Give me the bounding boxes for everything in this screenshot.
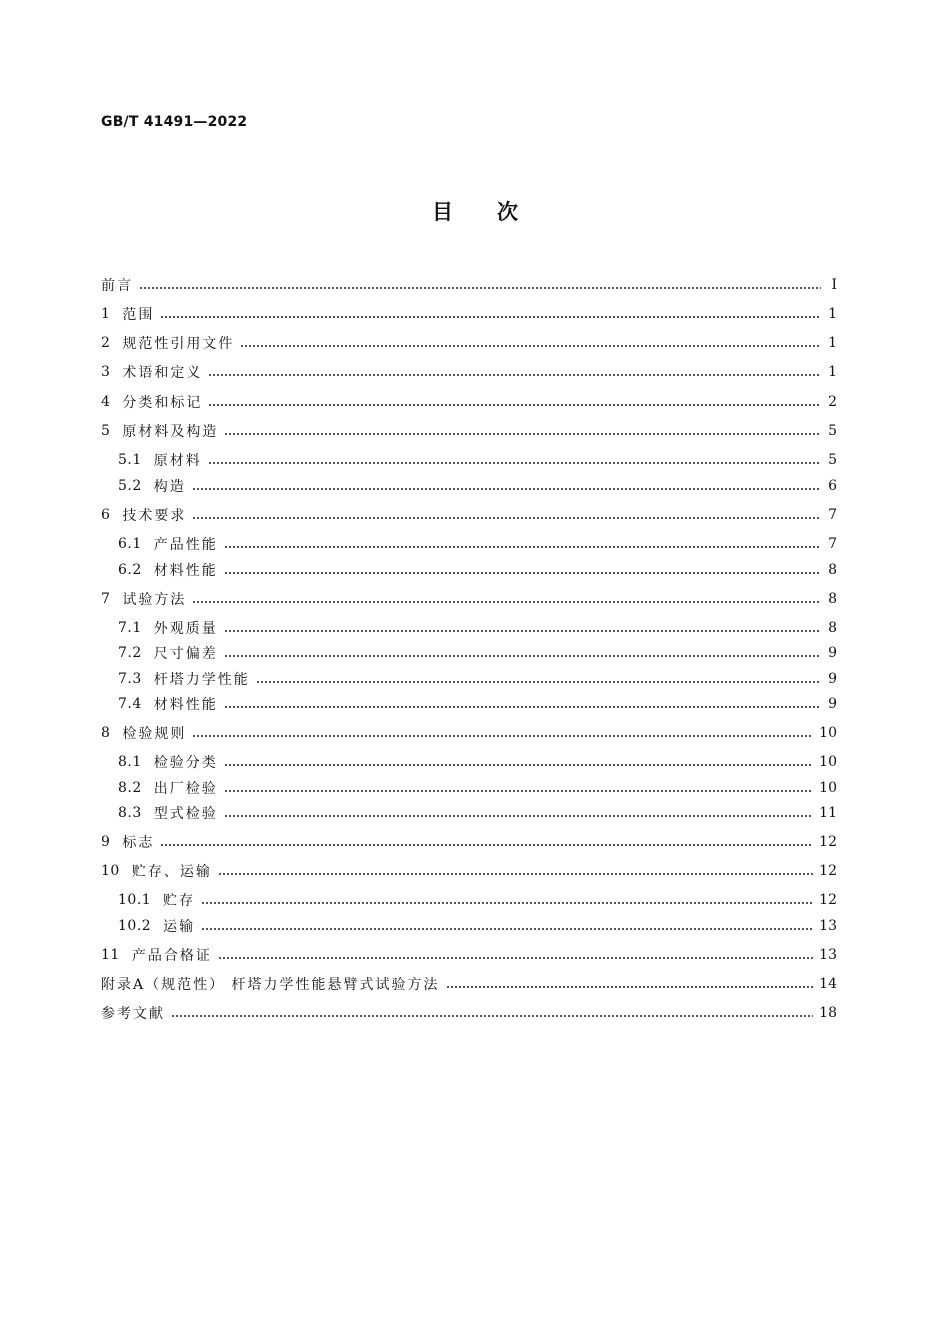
page-title: 目次 xyxy=(432,200,562,224)
dot-leader xyxy=(192,601,821,603)
toc-entry[interactable] xyxy=(118,533,837,555)
toc-entry-number: 10.2 xyxy=(118,918,152,934)
toc-entry-label: 材料性能 xyxy=(153,563,218,579)
dot-leader xyxy=(224,764,813,766)
toc-entry-label: 检验规则 xyxy=(122,726,187,742)
toc-entry[interactable] xyxy=(101,391,837,413)
toc-entry-label: 参考文献 xyxy=(101,1006,165,1022)
toc-entry[interactable] xyxy=(101,332,837,354)
dot-leader xyxy=(224,706,821,708)
toc-entry[interactable] xyxy=(101,860,837,882)
toc-entry-label: 贮存 xyxy=(163,893,196,909)
toc-entry-page: 9 xyxy=(828,645,837,661)
toc-entry-page: 1 xyxy=(828,306,837,322)
toc-entry-label: 术语和定义 xyxy=(122,365,203,381)
toc-entry-label: 标志 xyxy=(122,835,155,851)
toc-entry-label: 外观质量 xyxy=(153,621,218,637)
toc-entry-page: 9 xyxy=(828,696,837,712)
toc-entry[interactable] xyxy=(101,944,837,966)
toc-entry-page: 8 xyxy=(828,591,837,607)
toc-entry[interactable] xyxy=(118,668,837,690)
dot-leader xyxy=(224,433,821,435)
toc-entry[interactable] xyxy=(118,802,837,824)
dot-leader xyxy=(256,681,821,683)
toc-entry-page: 13 xyxy=(819,918,837,934)
toc-entry[interactable] xyxy=(101,361,837,383)
toc-entry-label: 原材料及构造 xyxy=(122,424,219,440)
dot-leader xyxy=(171,1015,813,1017)
dot-leader xyxy=(160,316,821,318)
dot-leader xyxy=(201,902,813,904)
toc-entry[interactable] xyxy=(118,915,837,937)
toc-entry-page: Ⅰ xyxy=(831,277,837,293)
toc-entry-number: 7.3 xyxy=(118,671,142,687)
toc-entry-page: 18 xyxy=(819,1005,837,1021)
toc-entry[interactable] xyxy=(101,1002,837,1024)
toc-entry-number: 2 xyxy=(101,335,111,351)
toc-entry-number: 5.1 xyxy=(118,452,142,468)
toc-entry[interactable] xyxy=(101,722,837,744)
toc-entry-page: 7 xyxy=(828,536,837,552)
toc-entry-page: 8 xyxy=(828,620,837,636)
toc-entry[interactable] xyxy=(118,449,837,471)
toc-entry-label: 构造 xyxy=(153,479,186,495)
toc-entry-page: 7 xyxy=(828,507,837,523)
toc-entry-page: 1 xyxy=(828,364,837,380)
toc-entry-page: 1 xyxy=(828,335,837,351)
dot-leader xyxy=(192,488,821,490)
dot-leader xyxy=(160,844,813,846)
toc-entry-number: 5 xyxy=(101,423,111,439)
dot-leader xyxy=(192,735,813,737)
toc-entry-page: 13 xyxy=(819,947,837,963)
toc-entry-page: 12 xyxy=(819,863,837,879)
toc-entry-number: 1 xyxy=(101,306,111,322)
toc-entry-number: 7.4 xyxy=(118,696,142,712)
toc-entry-label: 出厂检验 xyxy=(153,781,218,797)
dot-leader xyxy=(224,572,821,574)
toc-entry-label: 运输 xyxy=(163,919,196,935)
toc-entry-label: 产品合格证 xyxy=(131,948,212,964)
toc-entry-label: 杆塔力学性能 xyxy=(153,672,250,688)
toc-entry-label: 材料性能 xyxy=(153,697,218,713)
dot-leader xyxy=(208,404,821,406)
toc-entry-label: 原材料 xyxy=(153,453,202,469)
toc-entry[interactable] xyxy=(118,889,837,911)
toc-entry[interactable] xyxy=(101,588,837,610)
toc-entry[interactable] xyxy=(101,420,837,442)
toc-entry-label: 型式检验 xyxy=(153,806,218,822)
dot-leader xyxy=(208,374,821,376)
toc-entry-label: 尺寸偏差 xyxy=(153,646,218,662)
toc-entry[interactable] xyxy=(118,475,837,497)
standard-code: GB/T 41491—2022 xyxy=(101,114,248,130)
toc-entry-number: 10 xyxy=(101,863,120,879)
toc-entry-page: 8 xyxy=(828,562,837,578)
toc-entry-number: 3 xyxy=(101,364,111,380)
toc-entry-number: 9 xyxy=(101,834,111,850)
toc-entry-number: 5.2 xyxy=(118,478,142,494)
toc-entry-page: 5 xyxy=(828,423,837,439)
toc-entry-number: 7.2 xyxy=(118,645,142,661)
dot-leader xyxy=(224,790,813,792)
toc-entry-number: 8 xyxy=(101,725,111,741)
toc-entry[interactable] xyxy=(118,642,837,664)
toc-entry-label: 检验分类 xyxy=(153,755,218,771)
dot-leader xyxy=(224,815,813,817)
toc-entry-page: 14 xyxy=(819,976,837,992)
dot-leader xyxy=(224,655,821,657)
toc-entry-number: 10.1 xyxy=(118,892,152,908)
dot-leader xyxy=(446,986,814,988)
toc-entry-page: 12 xyxy=(819,892,837,908)
toc-entry-page: 10 xyxy=(819,725,837,741)
dot-leader xyxy=(240,345,821,347)
dot-leader xyxy=(224,546,821,548)
toc-entry-number: 4 xyxy=(101,394,111,410)
toc-entry[interactable] xyxy=(118,777,837,799)
toc-entry[interactable] xyxy=(101,303,837,325)
toc-entry-number: 8.3 xyxy=(118,805,142,821)
toc-entry[interactable] xyxy=(101,973,837,995)
toc-entry-page: 9 xyxy=(828,671,837,687)
toc-entry-label: 产品性能 xyxy=(153,537,218,553)
toc-entry-label: 技术要求 xyxy=(122,508,187,524)
toc-entry-number: 7.1 xyxy=(118,620,142,636)
toc-entry-label: 范围 xyxy=(122,307,155,323)
toc-entry-number: 6.1 xyxy=(118,536,142,552)
toc-entry-page: 12 xyxy=(819,834,837,850)
toc-entry-page: 11 xyxy=(819,805,837,821)
toc-entry[interactable] xyxy=(101,274,837,296)
toc-entry-number: 6.2 xyxy=(118,562,142,578)
dot-leader xyxy=(201,928,813,930)
toc-entry-label: 贮存、运输 xyxy=(131,864,212,880)
dot-leader xyxy=(218,957,813,959)
dot-leader xyxy=(218,873,813,875)
toc-entry[interactable] xyxy=(101,831,837,853)
toc-entry-number: 11 xyxy=(101,947,120,963)
toc-entry-number: 7 xyxy=(101,591,111,607)
toc-entry[interactable] xyxy=(118,693,837,715)
toc-entry-label: 规范性引用文件 xyxy=(122,336,235,352)
toc-entry-page: 5 xyxy=(828,452,837,468)
dot-leader xyxy=(139,287,821,289)
toc-entry-page: 6 xyxy=(828,478,837,494)
toc-entry-number: 6 xyxy=(101,507,111,523)
toc-entry[interactable] xyxy=(118,751,837,773)
toc-entry-page: 10 xyxy=(819,780,837,796)
toc-entry-label: 附录A（规范性） 杆塔力学性能悬臂式试验方法 xyxy=(101,977,440,993)
toc-entry[interactable] xyxy=(118,559,837,581)
dot-leader xyxy=(192,517,821,519)
toc-entry-page: 2 xyxy=(828,394,837,410)
toc-entry-page: 10 xyxy=(819,754,837,770)
dot-leader xyxy=(224,630,821,632)
toc-entry-label: 分类和标记 xyxy=(122,395,203,411)
toc-entry-label: 试验方法 xyxy=(122,592,187,608)
toc-entry[interactable] xyxy=(101,504,837,526)
toc-entry-label: 前言 xyxy=(101,278,133,294)
toc-entry-number: 8.2 xyxy=(118,780,142,796)
toc-entry-number: 8.1 xyxy=(118,754,142,770)
toc-entry[interactable] xyxy=(118,617,837,639)
dot-leader xyxy=(208,462,821,464)
